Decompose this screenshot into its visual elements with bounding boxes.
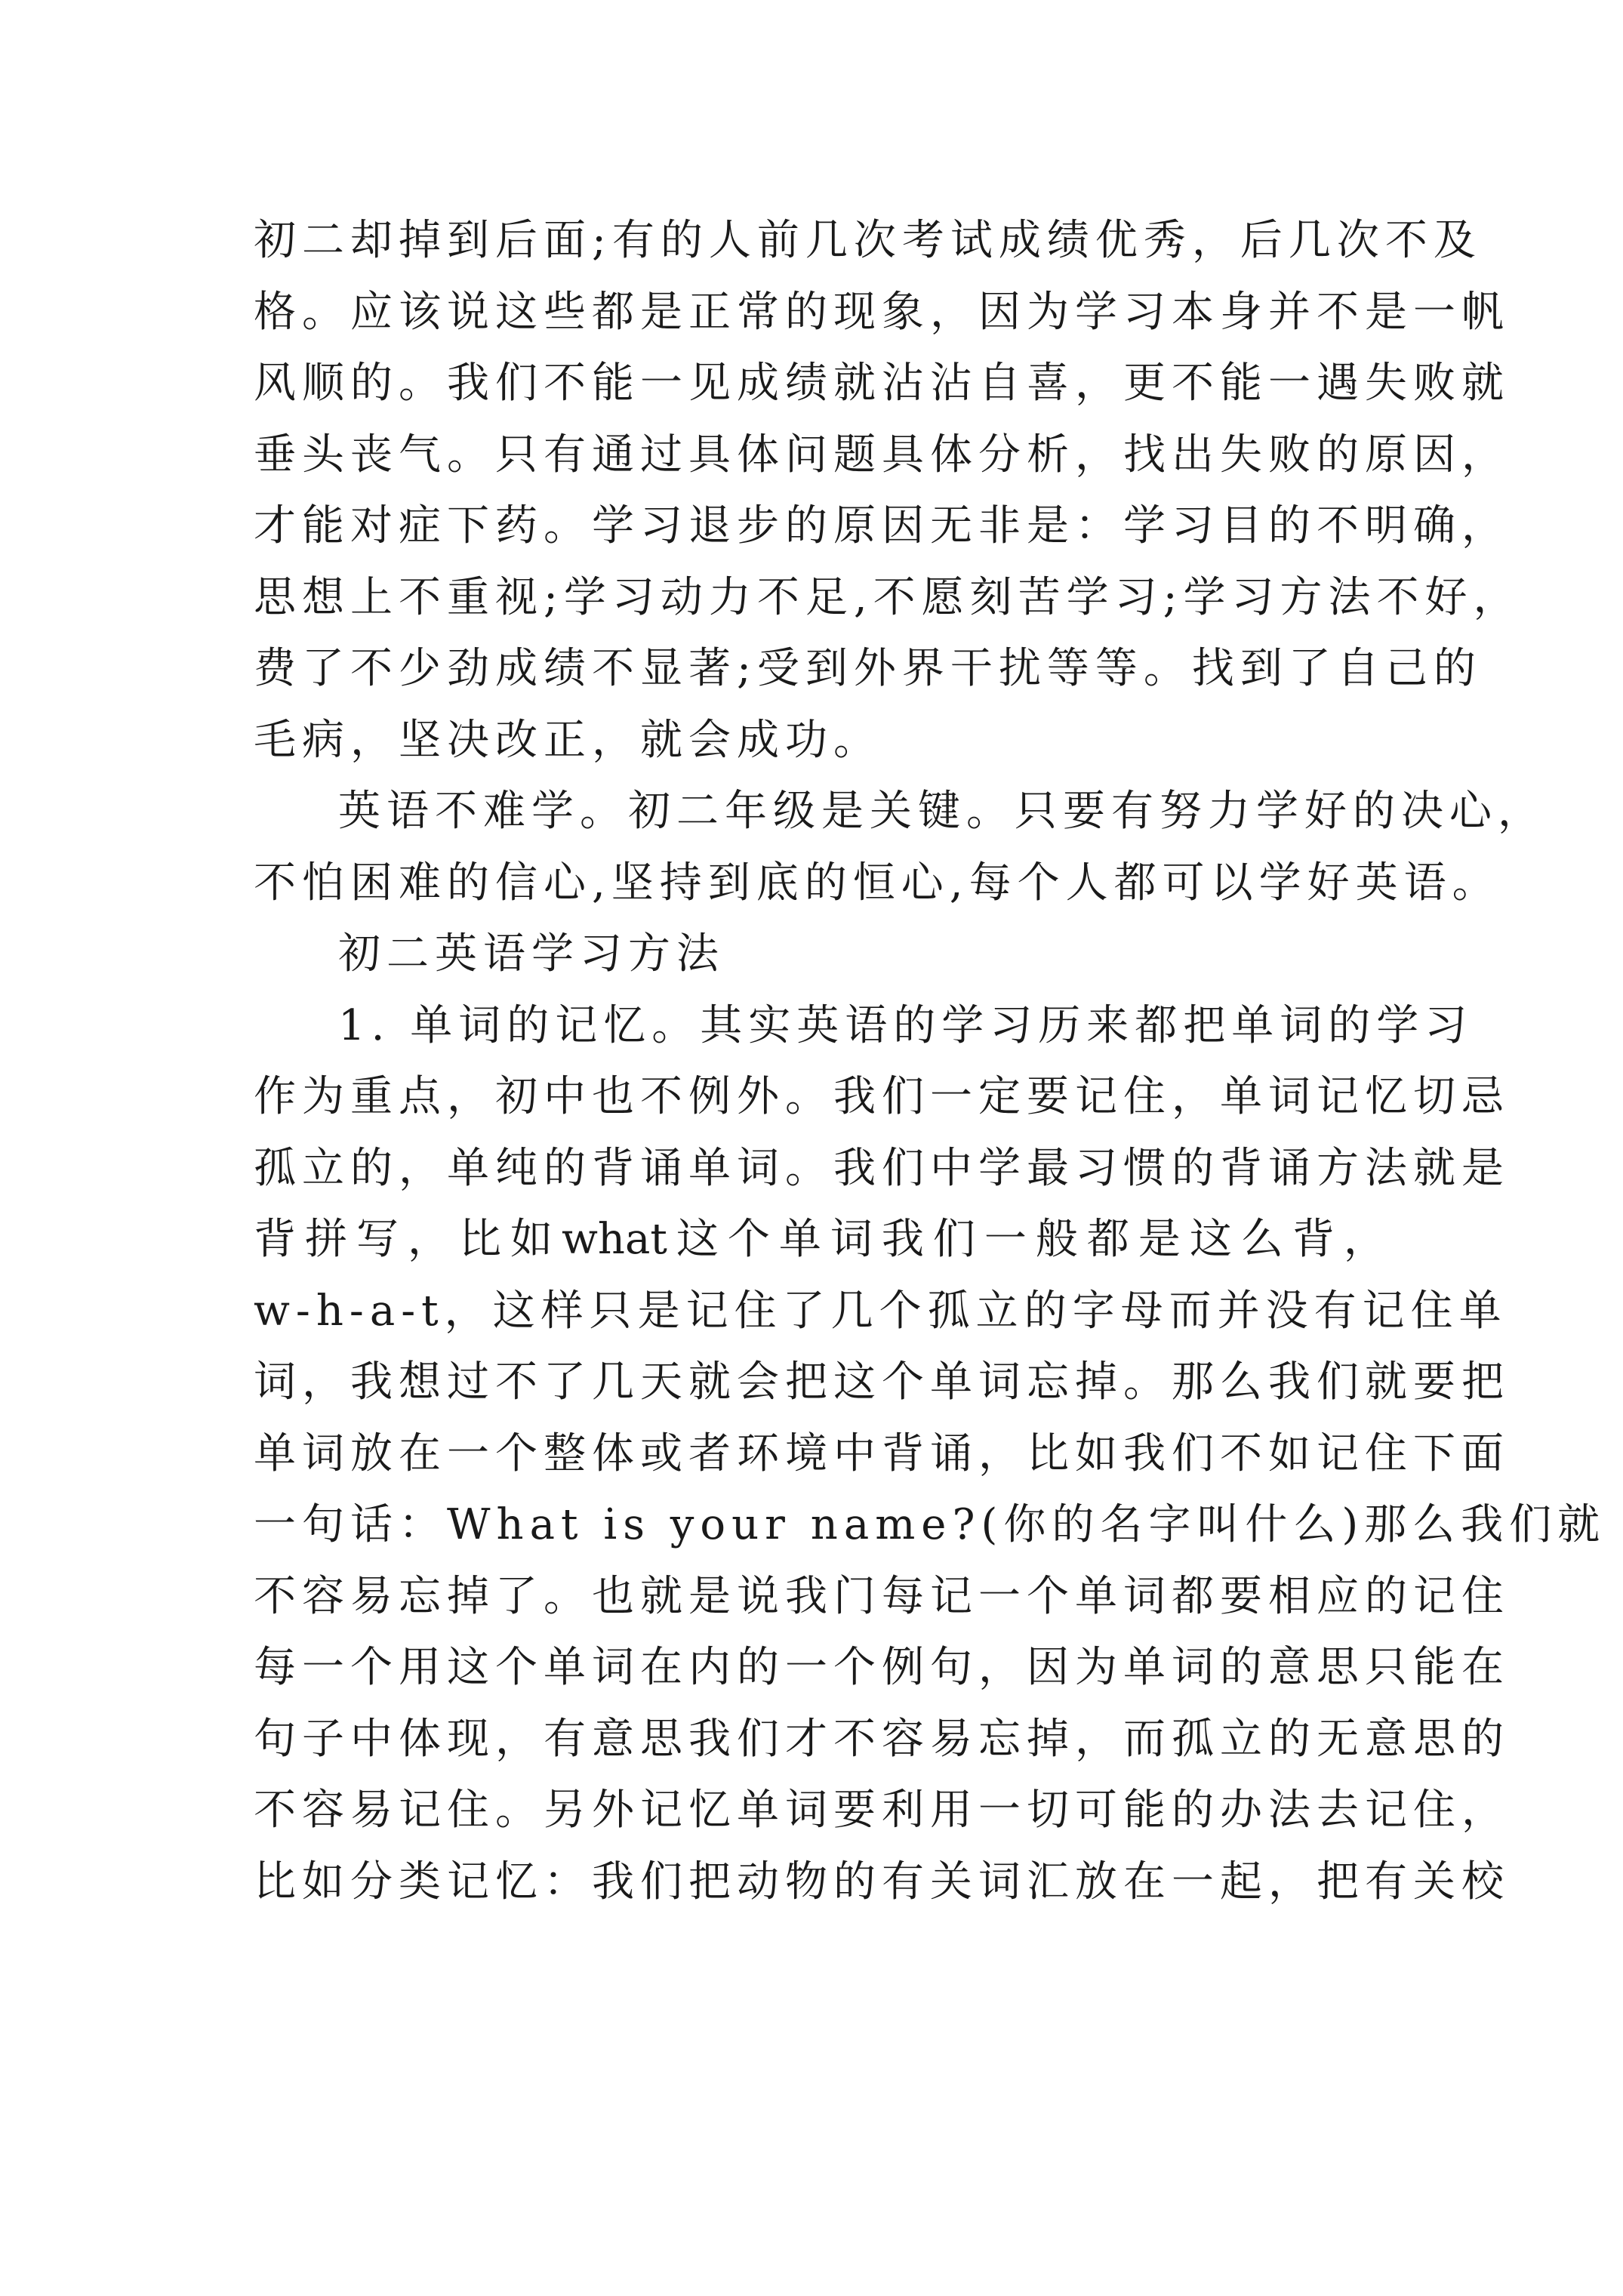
- justified-word: 如: [510, 1215, 553, 1264]
- section-heading: 初二英语学习方法: [338, 929, 725, 978]
- text-line: 句子中体现，有意思我们才不容易忘掉，而孤立的无意思的: [254, 1714, 1510, 1764]
- justified-word: 这: [676, 1215, 719, 1264]
- paragraph-first-line: 1. 单词的记忆。其实英语的学习历来都把单词的学习: [338, 1000, 1474, 1050]
- justified-word: 么: [1240, 1215, 1283, 1264]
- text-line: 不容易忘掉了。也就是说我门每记一个单词都要相应的记住: [254, 1571, 1510, 1621]
- justified-word: 都: [1086, 1215, 1129, 1264]
- text-line: 不容易记住。另外记忆单词要利用一切可能的办法去记住，: [254, 1786, 1510, 1835]
- justified-word: 般: [1035, 1215, 1078, 1264]
- justified-word: ，: [408, 1215, 450, 1264]
- text-line: 不怕困难的信心,坚持到底的恒心,每个人都可以学好英语。: [254, 858, 1501, 908]
- justified-word: 是: [1138, 1215, 1181, 1264]
- text-line: 作为重点，初中也不例外。我们一定要记住，单词记忆切忌: [254, 1072, 1510, 1121]
- text-line: 垂头丧气。只有通过具体问题具体分析，找出失败的原因，: [254, 430, 1510, 479]
- text-line: 初二却掉到后面;有的人前几次考试成绩优秀，后几次不及: [254, 216, 1482, 265]
- justified-word: 背: [1292, 1215, 1335, 1264]
- justified-word: 这: [1189, 1215, 1232, 1264]
- text-line: w-h-a-t，这样只是记住了几个孤立的字母而并没有记住单: [254, 1286, 1508, 1336]
- justified-word: 我: [881, 1215, 924, 1264]
- justified-text-line: [254, 1204, 1386, 1276]
- text-line: 格。应该说这些都是正常的现象，因为学习本身并不是一帆: [254, 287, 1510, 337]
- text-line: 孤立的，单纯的背诵单词。我们中学最习惯的背诵方法就是: [254, 1143, 1510, 1193]
- text-line: 才能对症下药。学习退步的原因无非是：学习目的不明确，: [254, 501, 1510, 550]
- justified-word: 拼: [305, 1215, 347, 1264]
- body-text: [254, 205, 1606, 1918]
- justified-word: 一: [984, 1215, 1027, 1264]
- text-line: 费了不少劲成绩不显著;受到外界干扰等等。找到了自己的: [254, 644, 1482, 693]
- text-line: 一句话：What is your name?(你的名字叫什么)那么我们就: [254, 1500, 1606, 1549]
- justified-word: 们: [932, 1215, 975, 1264]
- justified-word: 词: [830, 1215, 873, 1264]
- text-line: 毛病，坚决改正，就会成功。: [254, 715, 882, 765]
- justified-word: what: [562, 1215, 667, 1264]
- text-line: 词，我想过不了几天就会把这个单词忘掉。那么我们就要把: [254, 1358, 1510, 1407]
- justified-word: 写: [356, 1215, 399, 1264]
- text-line: 每一个用这个单词在内的一个例句，因为单词的意思只能在: [254, 1643, 1510, 1692]
- text-line: 风顺的。我们不能一见成绩就沾沾自喜，更不能一遇失败就: [254, 359, 1510, 408]
- justified-word: 背: [254, 1215, 296, 1264]
- text-line: 思想上不重视;学习动力不足,不愿刻苦学习;学习方法不好，: [254, 572, 1522, 622]
- text-line: 比如分类记忆：我们把动物的有关词汇放在一起，把有关校: [254, 1857, 1510, 1906]
- justified-word: 个: [727, 1215, 770, 1264]
- justified-word: ，: [1343, 1215, 1386, 1264]
- justified-word: 比: [459, 1215, 501, 1264]
- justified-word: 单: [778, 1215, 821, 1264]
- paragraph-first-line: 英语不难学。初二年级是关键。只要有努力学好的决心，: [338, 787, 1546, 836]
- text-line: 单词放在一个整体或者环境中背诵，比如我们不如记住下面: [254, 1428, 1510, 1478]
